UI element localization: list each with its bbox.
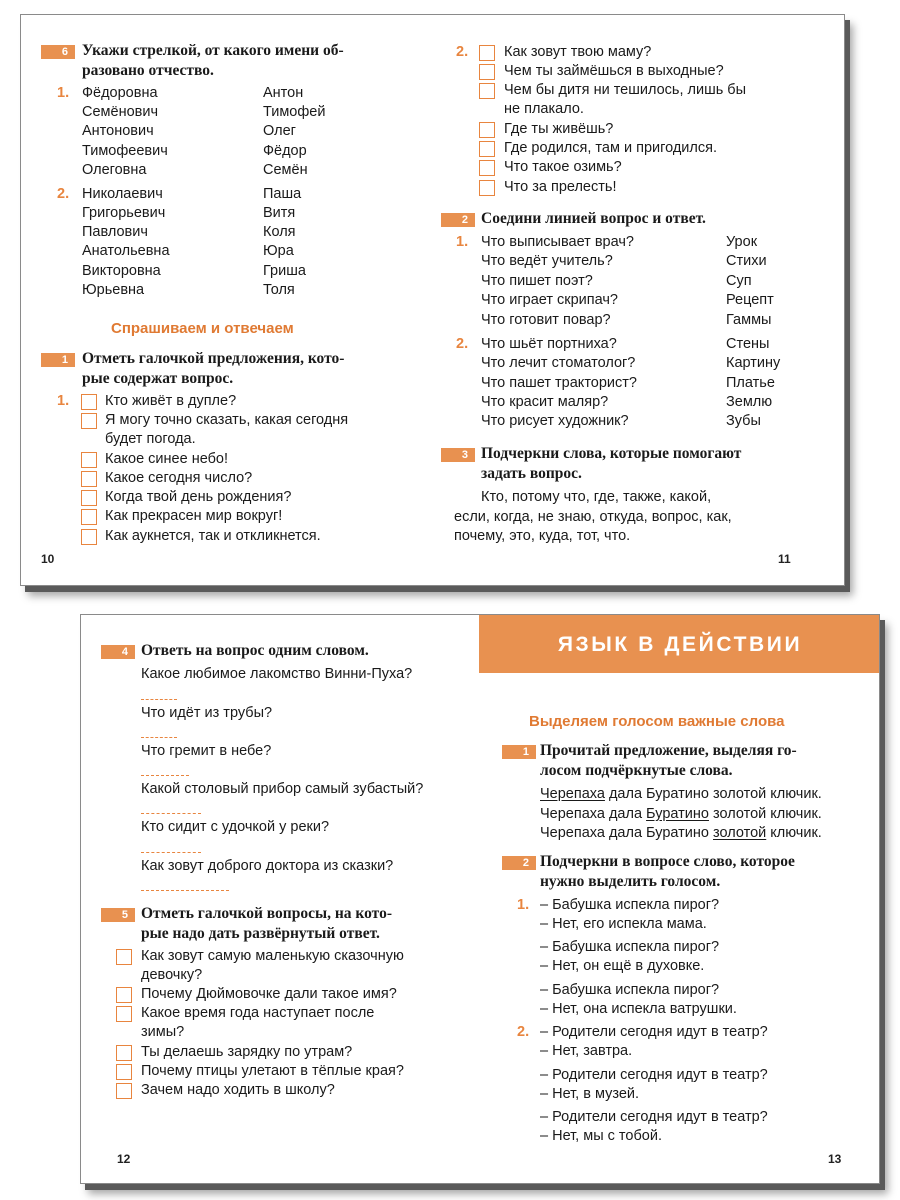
- question: девочку?: [141, 967, 203, 983]
- page-number: 11: [778, 552, 791, 566]
- group-number: 1.: [57, 85, 70, 101]
- section-heading: Спрашиваем и отвечаем: [111, 320, 294, 337]
- patronymic: Антонович: [82, 123, 154, 139]
- answer: Землю: [726, 394, 773, 410]
- page-10: [21, 15, 431, 585]
- question: Какое любимое лакомство Винни-Пуха?: [141, 666, 413, 682]
- checkbox[interactable]: [116, 1045, 132, 1061]
- task-1-badge: 1: [41, 353, 75, 367]
- task-3-title: Подчеркни слова, которые помогают: [481, 445, 742, 462]
- checkbox[interactable]: [479, 45, 495, 61]
- checkbox[interactable]: [479, 160, 495, 176]
- first-name: Семён: [263, 162, 308, 178]
- answer-blank[interactable]: [141, 737, 177, 738]
- checkbox[interactable]: [479, 122, 495, 138]
- question: Что идёт из трубы?: [141, 705, 273, 721]
- group-number: 2.: [517, 1024, 530, 1040]
- task-6-title: разовано отчество.: [82, 62, 214, 79]
- checkbox[interactable]: [479, 83, 495, 99]
- dialogue-line: – Нет, в музей.: [540, 1086, 640, 1102]
- task-1-title: лосом подчёркнутые слова.: [540, 762, 733, 779]
- chapter-banner: ЯЗЫК В ДЕЙСТВИИ: [479, 615, 880, 673]
- underlined-word: Буратино: [646, 806, 709, 822]
- sentence: Черепаха дала Буратино золотой ключик.: [540, 786, 822, 802]
- question: Что играет скрипач?: [481, 292, 618, 308]
- checkbox[interactable]: [116, 949, 132, 965]
- spread-pages-12-13: [80, 614, 880, 1184]
- answer: Урок: [726, 234, 758, 250]
- sentence: Где ты живёшь?: [504, 121, 614, 137]
- sentence: Черепаха дала Буратино золотой ключик.: [540, 806, 822, 822]
- patronymic: Тимофеевич: [82, 143, 168, 159]
- sentence: не плакало.: [504, 101, 584, 117]
- answer: Рецепт: [726, 292, 774, 308]
- dialogue-line: – Нет, она испекла ватрушки.: [540, 1001, 737, 1017]
- answer-blank[interactable]: [141, 813, 201, 814]
- checkbox[interactable]: [81, 413, 97, 429]
- group-number: 2.: [456, 44, 469, 60]
- answer-blank[interactable]: [141, 775, 189, 776]
- first-name: Паша: [263, 186, 302, 202]
- checkbox[interactable]: [81, 529, 97, 545]
- task-2-badge: 2: [502, 856, 536, 870]
- question: Какой столовый прибор самый зубастый?: [141, 781, 424, 797]
- task-5-title: рые надо дать развёрнутый ответ.: [141, 925, 380, 942]
- sentence: Что такое озимь?: [504, 159, 622, 175]
- answer: Стены: [726, 336, 770, 352]
- patronymic: Семёнович: [82, 104, 158, 120]
- group-number: 2.: [57, 186, 70, 202]
- first-name: Антон: [263, 85, 304, 101]
- sentence: Какое сегодня число?: [105, 470, 253, 486]
- question: Что гремит в небе?: [141, 743, 272, 759]
- question: Что шьёт портниха?: [481, 336, 617, 352]
- sentence: Где родился, там и пригодился.: [504, 140, 717, 156]
- answer: Платье: [726, 375, 775, 391]
- patronymic: Павлович: [82, 224, 148, 240]
- question: Как зовут доброго доктора из сказки?: [141, 858, 394, 874]
- answer-blank[interactable]: [141, 699, 177, 700]
- task-3-title: задать вопрос.: [481, 465, 582, 482]
- dialogue-line: – Бабушка испекла пирог?: [540, 897, 720, 913]
- question: Как зовут самую маленькую сказочную: [141, 948, 404, 964]
- question: зимы?: [141, 1024, 185, 1040]
- question: Ты делаешь зарядку по утрам?: [141, 1044, 353, 1060]
- question: Что готовит повар?: [481, 312, 611, 328]
- task-5-badge: 5: [101, 908, 135, 922]
- checkbox[interactable]: [81, 509, 97, 525]
- sentence: Как прекрасен мир вокруг!: [105, 508, 283, 524]
- question: Кто сидит с удочкой у реки?: [141, 819, 330, 835]
- sentence: Что за прелесть!: [504, 179, 617, 195]
- page-12: [81, 615, 479, 1183]
- question: Что ведёт учитель?: [481, 253, 613, 269]
- first-name: Юра: [263, 243, 294, 259]
- group-number: 2.: [456, 336, 469, 352]
- task-4-badge: 4: [101, 645, 135, 659]
- group-number: 1.: [456, 234, 469, 250]
- checkbox[interactable]: [81, 452, 97, 468]
- group-number: 1.: [57, 393, 70, 409]
- task-2-badge: 2: [441, 213, 475, 227]
- first-name: Гриша: [263, 263, 306, 279]
- question: Зачем надо ходить в школу?: [141, 1082, 335, 1098]
- question: Какое время года наступает после: [141, 1005, 375, 1021]
- patronymic: Олеговна: [82, 162, 147, 178]
- answer-blank[interactable]: [141, 852, 201, 853]
- checkbox[interactable]: [479, 180, 495, 196]
- patronymic: Викторовна: [82, 263, 161, 279]
- dialogue-line: – Родители сегодня идут в театр?: [540, 1024, 768, 1040]
- checkbox[interactable]: [116, 1006, 132, 1022]
- page-number: 12: [117, 1152, 131, 1166]
- first-name: Фёдор: [263, 143, 307, 159]
- question: Что красит маляр?: [481, 394, 609, 410]
- checkbox[interactable]: [81, 490, 97, 506]
- task-1-badge: 1: [502, 745, 536, 759]
- underlined-word: Черепаха: [540, 786, 605, 802]
- patronymic: Григорьевич: [82, 205, 166, 221]
- task-1-title: рые содержат вопрос.: [82, 370, 234, 387]
- underlined-word: золотой: [713, 825, 767, 841]
- sentence: будет погода.: [105, 431, 196, 447]
- sentence: Чем ты займёшься в выходные?: [504, 63, 724, 79]
- word-list: Кто, потому что, где, также, какой,: [481, 489, 712, 505]
- checkbox[interactable]: [116, 987, 132, 1003]
- sentence: Чем бы дитя ни тешилось, лишь бы: [504, 82, 747, 98]
- answer: Стихи: [726, 253, 767, 269]
- task-2-title: Подчеркни в вопросе слово, которое: [540, 853, 795, 870]
- group-number: 1.: [517, 897, 530, 913]
- page-number: 13: [828, 1152, 842, 1166]
- word-list: почему, это, куда, тот, что.: [454, 528, 631, 544]
- task-3-badge: 3: [441, 448, 475, 462]
- dialogue-line: – Бабушка испекла пирог?: [540, 982, 720, 998]
- checkbox[interactable]: [81, 394, 97, 410]
- sentence: Я могу точно сказать, какая сегодня: [105, 412, 349, 428]
- sentence: Черепаха дала Буратино золотой ключик.: [540, 825, 822, 841]
- checkbox[interactable]: [479, 141, 495, 157]
- sentence: Когда твой день рождения?: [105, 489, 292, 505]
- first-name: Толя: [263, 282, 295, 298]
- checkbox[interactable]: [81, 471, 97, 487]
- checkbox[interactable]: [116, 1083, 132, 1099]
- task-6-title: Укажи стрелкой, от какого имени об-: [82, 42, 344, 59]
- question: Почему птицы улетают в тёплые края?: [141, 1063, 404, 1079]
- answer: Суп: [726, 273, 752, 289]
- question: Что пишет поэт?: [481, 273, 593, 289]
- dialogue-line: – Нет, его испекла мама.: [540, 916, 707, 932]
- dialogue-line: – Нет, завтра.: [540, 1043, 633, 1059]
- page-number: 10: [41, 552, 55, 566]
- task-2-title: Соедини линией вопрос и ответ.: [481, 210, 706, 227]
- patronymic: Фёдоровна: [82, 85, 158, 101]
- first-name: Коля: [263, 224, 296, 240]
- page-11: [431, 15, 845, 585]
- answer: Зубы: [726, 413, 761, 429]
- answer: Картину: [726, 355, 781, 371]
- checkbox[interactable]: [116, 1064, 132, 1080]
- page-13: [479, 615, 880, 1183]
- patronymic: Николаевич: [82, 186, 163, 202]
- task-1-title: Прочитай предложение, выделяя го-: [540, 742, 797, 759]
- task-2-title: нужно выделить голосом.: [540, 873, 721, 890]
- first-name: Олег: [263, 123, 296, 139]
- patronymic: Анатольевна: [82, 243, 170, 259]
- dialogue-line: – Нет, он ещё в духовке.: [540, 958, 705, 974]
- section-heading: Выделяем голосом важные слова: [529, 713, 785, 730]
- question: Что лечит стоматолог?: [481, 355, 636, 371]
- dialogue-line: – Родители сегодня идут в театр?: [540, 1067, 768, 1083]
- dialogue-line: – Нет, мы с тобой.: [540, 1128, 662, 1144]
- answer: Гаммы: [726, 312, 772, 328]
- sentence: Какое синее небо!: [105, 451, 228, 467]
- question: Что выписывает врач?: [481, 234, 634, 250]
- task-4-title: Ответь на вопрос одним словом.: [141, 642, 369, 659]
- task-6-badge: 6: [41, 45, 75, 59]
- task-5-title: Отметь галочкой вопросы, на кото-: [141, 905, 392, 922]
- patronymic: Юрьевна: [82, 282, 145, 298]
- answer-blank[interactable]: [141, 890, 229, 891]
- dialogue-line: – Бабушка испекла пирог?: [540, 939, 720, 955]
- word-list: если, когда, не знаю, откуда, вопрос, как,: [454, 509, 732, 525]
- dialogue-line: – Родители сегодня идут в театр?: [540, 1109, 768, 1125]
- sentence: Кто живёт в дупле?: [105, 393, 237, 409]
- checkbox[interactable]: [479, 64, 495, 80]
- task-1-title: Отметь галочкой предложения, кото-: [82, 350, 345, 367]
- question: Почему Дюймовочке дали такое имя?: [141, 986, 397, 1002]
- question: Что пашет тракторист?: [481, 375, 637, 391]
- sentence: Как аукнется, так и откликнется.: [105, 528, 321, 544]
- first-name: Витя: [263, 205, 296, 221]
- question: Что рисует художник?: [481, 413, 629, 429]
- first-name: Тимофей: [263, 104, 326, 120]
- sentence: Как зовут твою маму?: [504, 44, 652, 60]
- spread-pages-10-11: [20, 14, 845, 586]
